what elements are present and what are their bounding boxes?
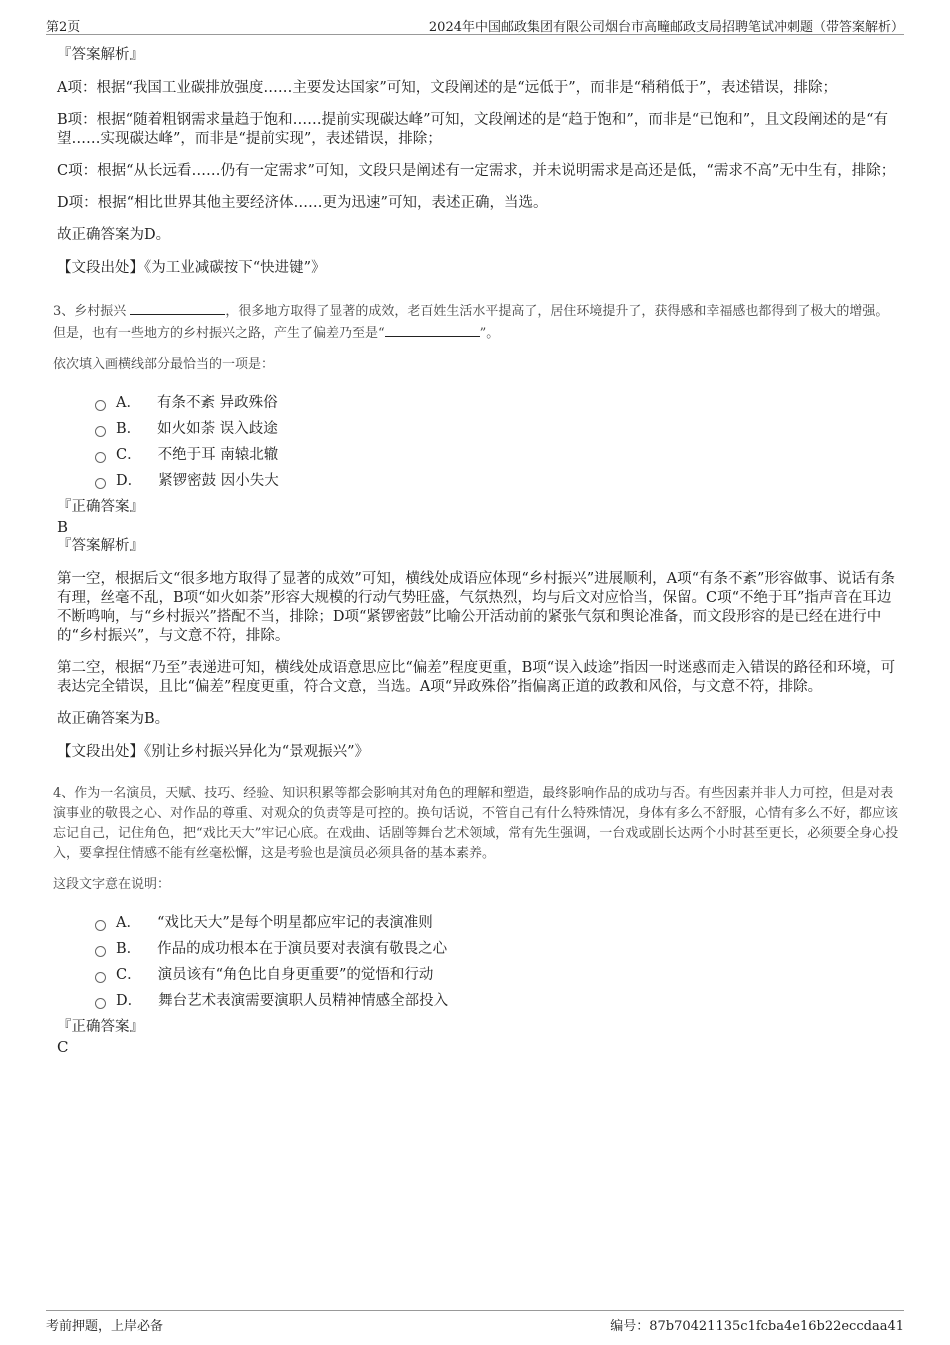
analysis-paragraph-1: 第一空，根据后文“很多地方取得了显著的成效”可知，横线处成语应体现“乡村振兴”进展顺利，A项“有条不紊”形容做事、说话有条有理，丝毫不乱，B项“如火如荼”形容大规模的行动气势旺盛，气氛热烈，均与后文对应恰当，保留。C项“不绝于耳”指声音在耳边不断鸣响，与“乡村振兴”搭配不当，排除；D项“紧锣密鼓”比喻公开活动前的紧张气氛和舆论准备，而文段形容的是已经在进行中的“乡村振兴”，与文意不符，排除。 xyxy=(57,571,895,644)
option-b[interactable]: B． 如火如荼 误入歧途 xyxy=(95,416,900,442)
question-4-options xyxy=(95,910,900,1014)
option-d[interactable]: D． 紧锣密鼓 因小失大 xyxy=(95,468,900,494)
analysis-option-b: B项：根据“随着粗钢需求量趋于饱和……提前实现碳达峰”可知，文段阐述的是“趋于饱和”，而非是“已饱和”，且文段阐述的是“有望……实现碳达峰”，而非是“提前实现”，表述错误，排除； xyxy=(57,112,889,147)
analysis-option-c: C项：根据“从长远看……仍有一定需求”可知，文段只是阐述有一定需求，并未说明需求是高还是低，“需求不高”无中生有，排除； xyxy=(57,163,896,179)
analysis-option-a: A项：根据“我国工业碳排放强度……主要发达国家”可知，文段阐述的是“远低于”，而非是“稍稍低于”，表述错误，排除； xyxy=(57,80,837,96)
footer-slogan: 考前押题，上岸必备 xyxy=(46,1319,164,1334)
correct-answer: C xyxy=(57,1038,69,1056)
source-citation: 【文段出处】《别让乡村振兴异化为“景观振兴”》 xyxy=(57,744,370,760)
document-title: 2024年中国邮政集团有限公司烟台市高疃邮政支局招聘笔试冲刺题（带答案解析） xyxy=(428,20,904,35)
conclusion: 故正确答案为B。 xyxy=(57,711,170,727)
page-number: 第2页 xyxy=(46,20,81,35)
radio-icon[interactable] xyxy=(95,920,106,931)
analysis-label: 『答案解析』 xyxy=(57,538,144,554)
page-footer xyxy=(46,1310,904,1334)
correct-answer: B xyxy=(57,518,69,536)
radio-icon[interactable] xyxy=(95,478,106,489)
question-3-options xyxy=(95,390,900,494)
radio-icon[interactable] xyxy=(95,998,106,1009)
radio-icon[interactable] xyxy=(95,400,106,411)
option-b[interactable]: B． 作品的成功根本在于演员要对表演有敬畏之心 xyxy=(95,936,900,962)
analysis-paragraph-2: 第二空，根据“乃至”表递进可知，横线处成语意思应比“偏差”程度更重，B项“误入歧途”指因一时迷惑而走入错误的路径和环境，可表达完全错误，且比“偏差”程度更重，符合文意，当选。A项“异政殊俗”指偏离正道的政教和风俗，与文意不符，排除。 xyxy=(57,660,896,695)
radio-icon[interactable] xyxy=(95,452,106,463)
blank-1 xyxy=(130,300,225,315)
option-a[interactable]: A． “戏比天大”是每个明星都应牢记的表演准则 xyxy=(95,910,900,936)
source-citation: 【文段出处】《为工业减碳按下“快进键”》 xyxy=(57,260,326,276)
question-4-stem: 4、作为一名演员，天赋、技巧、经验、知识积累等都会影响其对角色的理解和塑造，最终影响作品的成功与否。有些因素并非人力可控，但是对表演事业的敬畏之心、对作品的尊重、对观众的负责等是可控的。换句话说，不管自己有什么特殊情况，身体有多么不舒服，心情有多么不好，都应该忘记自己，记住角色，把“戏比天大”牢记心底。在戏曲、话剧等舞台艺术领域，常有先生强调，一台戏或剧长达两个小时甚至更长，必须要全身心投入，要拿捏住情感不能有丝毫松懈，这是考验也是演员必须具备的基本素养。 xyxy=(53,786,899,861)
analysis-option-d: D项：根据“相比世界其他主要经济体……更为迅速”可知，表述正确，当选。 xyxy=(57,195,548,211)
radio-icon[interactable] xyxy=(95,946,106,957)
page-header xyxy=(46,14,904,35)
document-id: 编号：87b70421135c1fcba4e16b22eccdaa41 xyxy=(610,1319,904,1334)
correct-answer-label: 『正确答案』 xyxy=(57,499,144,515)
option-d[interactable]: D． 舞台艺术表演需要演职人员精神情感全部投入 xyxy=(95,988,900,1014)
question-3-stem: 3、乡村振兴 ，很多地方取得了显著的成效，老百姓生活水平提高了，居住环境提升了，获得感和幸福感也都得到了极大的增强。但是，也有一些地方的乡村振兴之路，产生了偏差乃至是“ ”。 xyxy=(53,300,900,344)
analysis-label: 『答案解析』 xyxy=(57,47,144,63)
blank-2 xyxy=(385,322,480,337)
radio-icon[interactable] xyxy=(95,972,106,983)
page-content xyxy=(53,46,900,1063)
option-c[interactable]: C． 不绝于耳 南辕北辙 xyxy=(95,442,900,468)
question-4-prompt: 这段文字意在说明： xyxy=(53,877,171,892)
option-a[interactable]: A． 有条不紊 异政殊俗 xyxy=(95,390,900,416)
radio-icon[interactable] xyxy=(95,426,106,437)
question-3-prompt: 依次填入画横线部分最恰当的一项是： xyxy=(53,357,275,372)
option-c[interactable]: C． 演员该有“角色比自身更重要”的觉悟和行动 xyxy=(95,962,900,988)
conclusion: 故正确答案为D。 xyxy=(57,227,171,243)
correct-answer-label: 『正确答案』 xyxy=(57,1019,144,1035)
